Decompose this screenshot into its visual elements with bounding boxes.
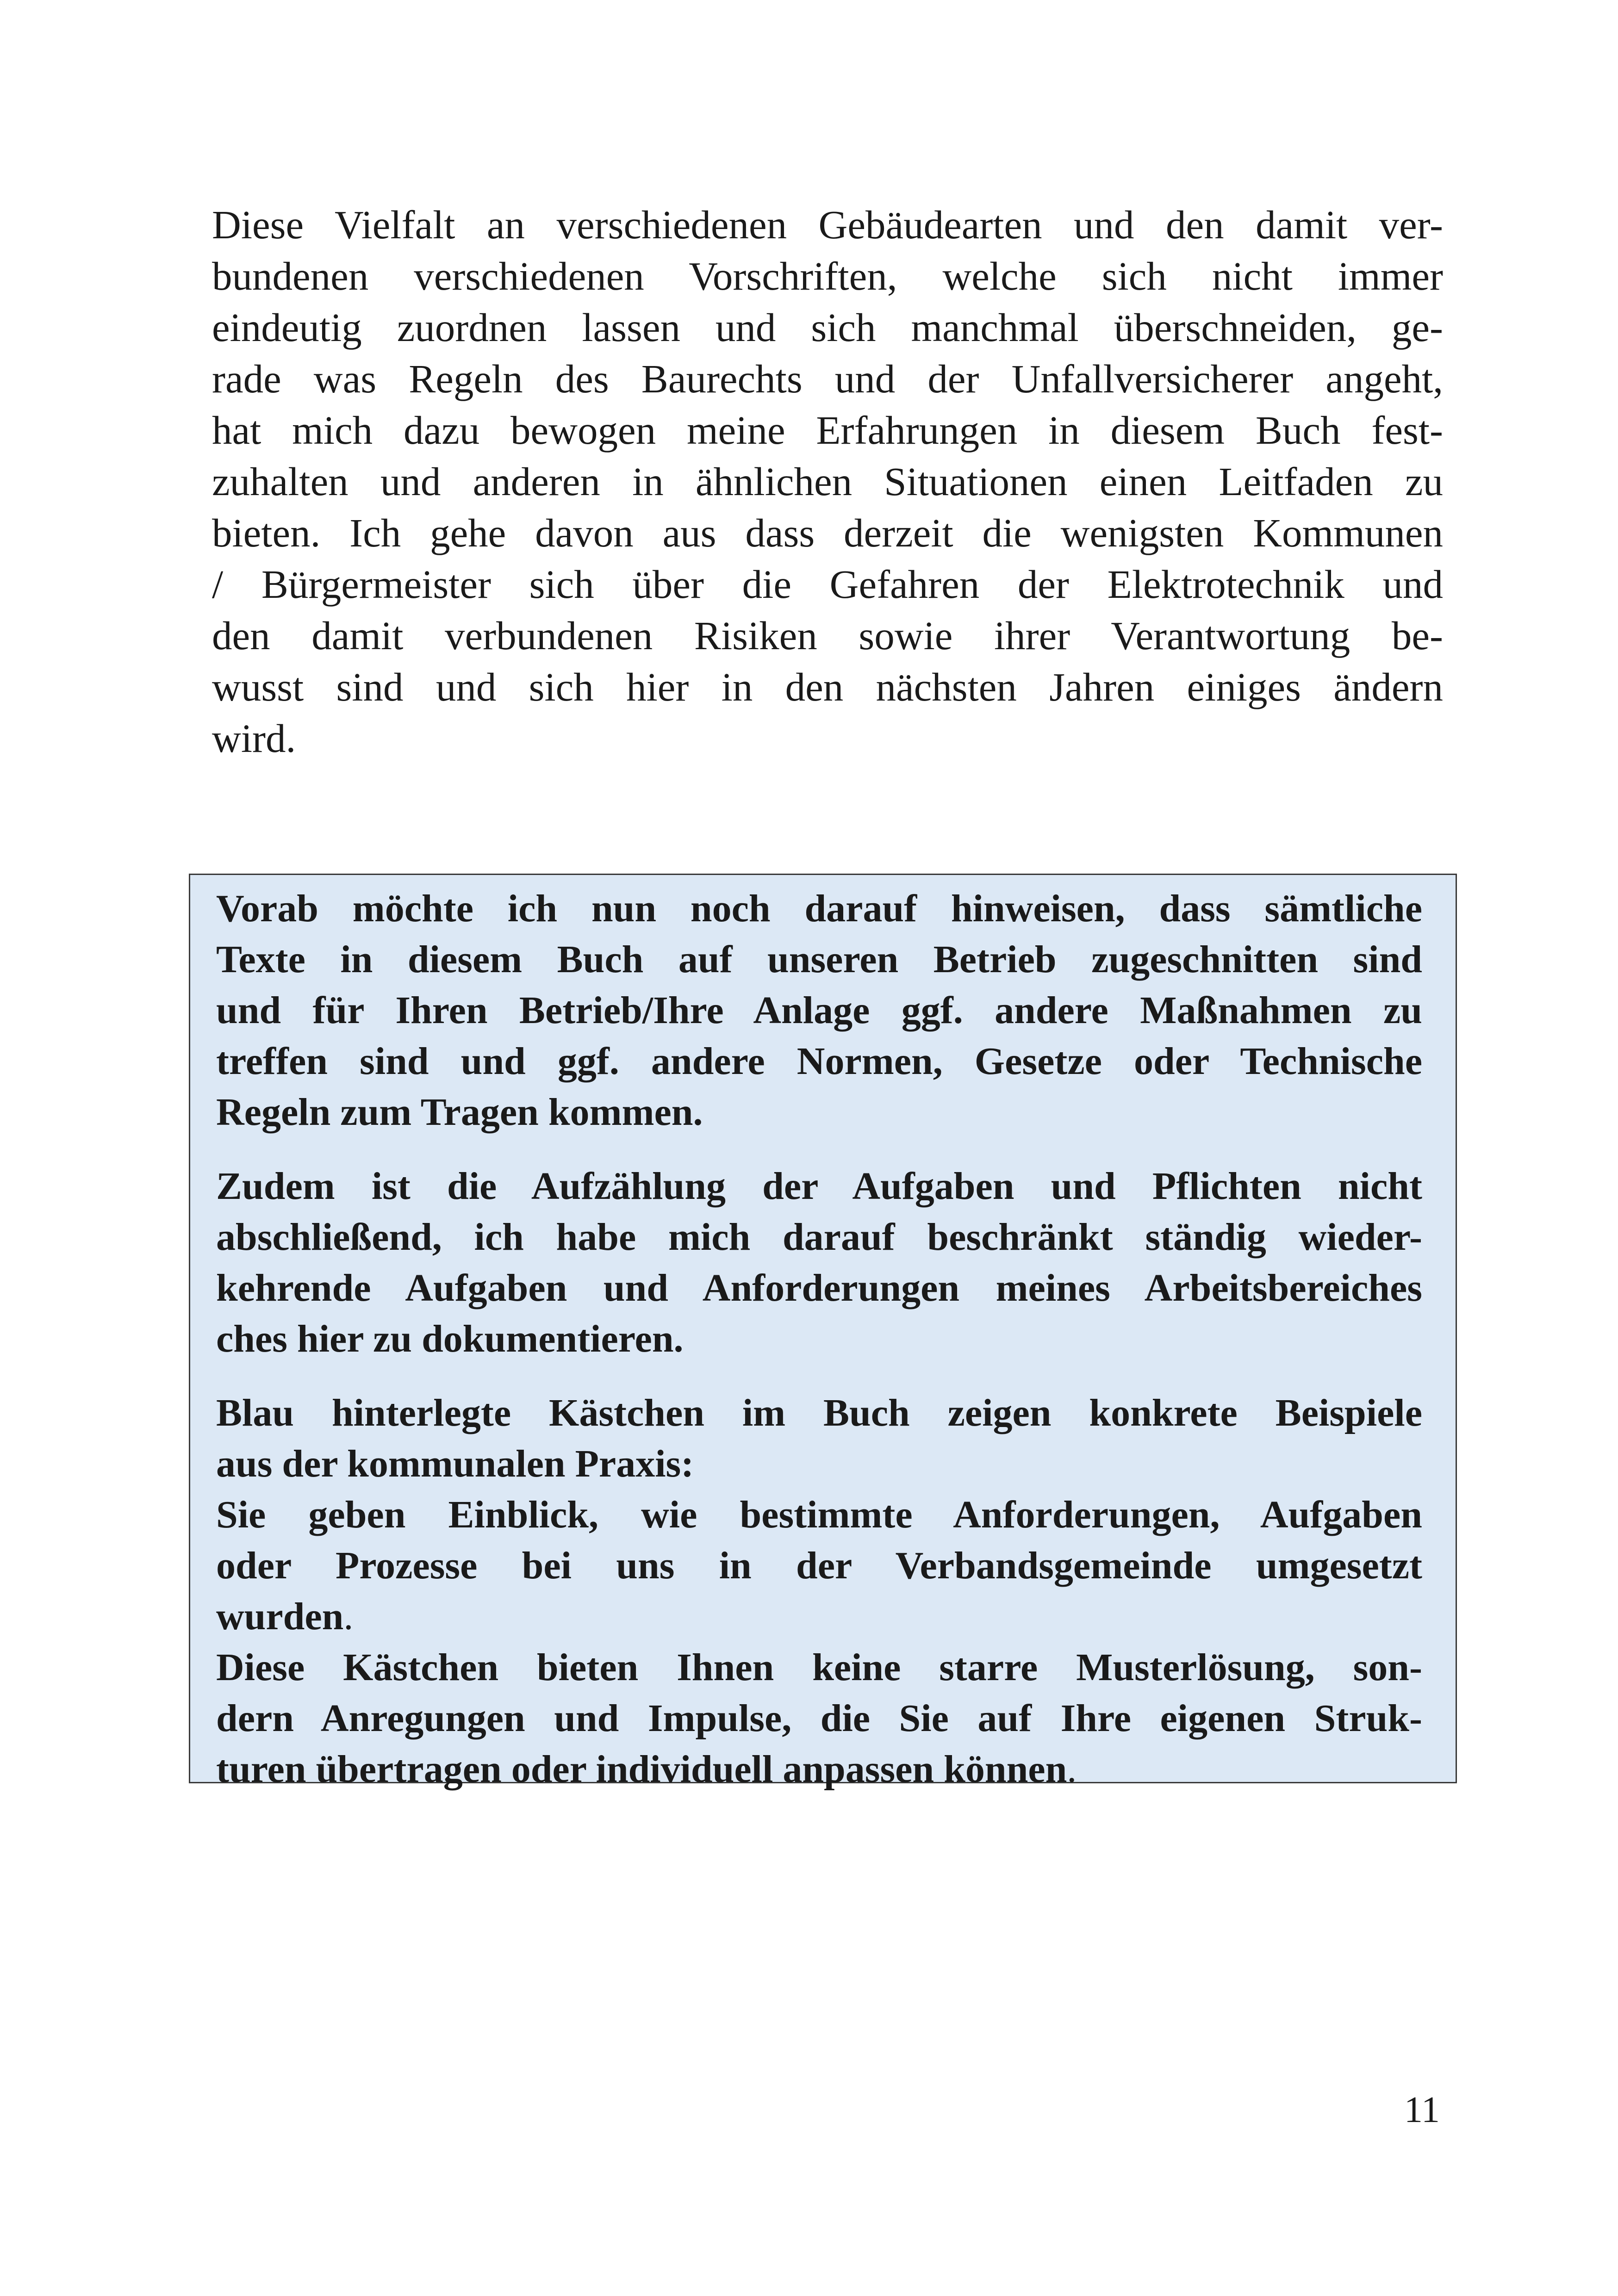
info-box-line: Texte in diesem Buch auf unseren Betrieb zugeschnitten sind	[216, 938, 1422, 981]
body-line: wird.	[212, 716, 296, 761]
body-line: wusst sind und sich hier in den nächsten Jahren einiges ändern	[212, 664, 1443, 709]
info-box-line: Vorab möchte ich nun noch darauf hinweisen, dass sämtliche	[216, 887, 1422, 930]
info-box-line: Blau hinterlegte Kästchen im Buch zeigen konkrete Beispiele	[216, 1391, 1422, 1434]
info-box-line: kehrende Aufgaben und Anforderungen meines Arbeitsbereiches	[216, 1266, 1422, 1309]
info-box-period: .	[1067, 1748, 1077, 1791]
body-line: bundenen verschiedenen Vorschriften, welche sich nicht immer	[212, 254, 1443, 298]
body-line: rade was Regeln des Baurechts und der Unfallversicherer angeht,	[212, 356, 1443, 401]
body-line: den damit verbundenen Risiken sowie ihrer Verantwortung be-	[212, 613, 1443, 658]
body-line: Diese Vielfalt an verschiedenen Gebäudearten und den damit ver-	[212, 202, 1443, 247]
info-box-line: Sie geben Einblick, wie bestimmte Anforderungen, Aufgaben	[216, 1493, 1422, 1536]
info-box-line: aus der kommunalen Praxis:	[216, 1442, 694, 1485]
info-box-line: dern Anregungen und Impulse, die Sie auf Ihre eigenen Struk-	[216, 1697, 1422, 1740]
info-box-text: wurden	[216, 1595, 344, 1638]
info-box-period: .	[343, 1595, 354, 1638]
body-line: bieten. Ich gehe davon aus dass derzeit die wenigsten Kommunen	[212, 510, 1443, 555]
info-box-line: treffen sind und ggf. andere Normen, Gesetze oder Technische	[216, 1040, 1422, 1083]
info-box	[189, 874, 1457, 1791]
info-box-line: Diese Kästchen bieten Ihnen keine starre Musterlösung, son-	[216, 1646, 1422, 1689]
info-box-paragraph-blue-boxes	[216, 1388, 1422, 1795]
body-line: zuhalten und anderen in ähnlichen Situationen einen Leitfaden zu	[212, 459, 1443, 504]
info-box-line: und für Ihren Betrieb/Ihre Anlage ggf. andere Maßnahmen zu	[216, 989, 1422, 1032]
info-box-line: Regeln zum Tragen kommen.	[216, 1091, 703, 1134]
info-box-text: turen übertragen oder individuell anpassen können	[216, 1748, 1067, 1791]
body-line: / Bürgermeister sich über die Gefahren der Elektrotechnik und	[212, 562, 1443, 607]
info-box-paragraph-disclaimer	[216, 883, 1422, 1138]
info-box-line: oder Prozesse bei uns in der Verbandsgemeinde umgesetzt	[216, 1544, 1422, 1587]
info-box-line	[216, 1744, 1422, 1795]
info-box-line	[216, 1591, 1422, 1642]
body-line: eindeutig zuordnen lassen und sich manchmal überschneiden, ge-	[212, 305, 1443, 350]
page-number: 11	[1404, 2090, 1440, 2130]
info-box-line: ches hier zu dokumentieren.	[216, 1317, 684, 1360]
body-line: hat mich dazu bewogen meine Erfahrungen in diesem Buch fest-	[212, 408, 1443, 453]
body-paragraph	[212, 199, 1443, 764]
info-box-line: Zudem ist die Aufzählung der Aufgaben und Pflichten nicht	[216, 1165, 1422, 1208]
info-box-paragraph-scope	[216, 1161, 1422, 1365]
info-box-line: abschließend, ich habe mich darauf beschränkt ständig wieder-	[216, 1216, 1422, 1259]
